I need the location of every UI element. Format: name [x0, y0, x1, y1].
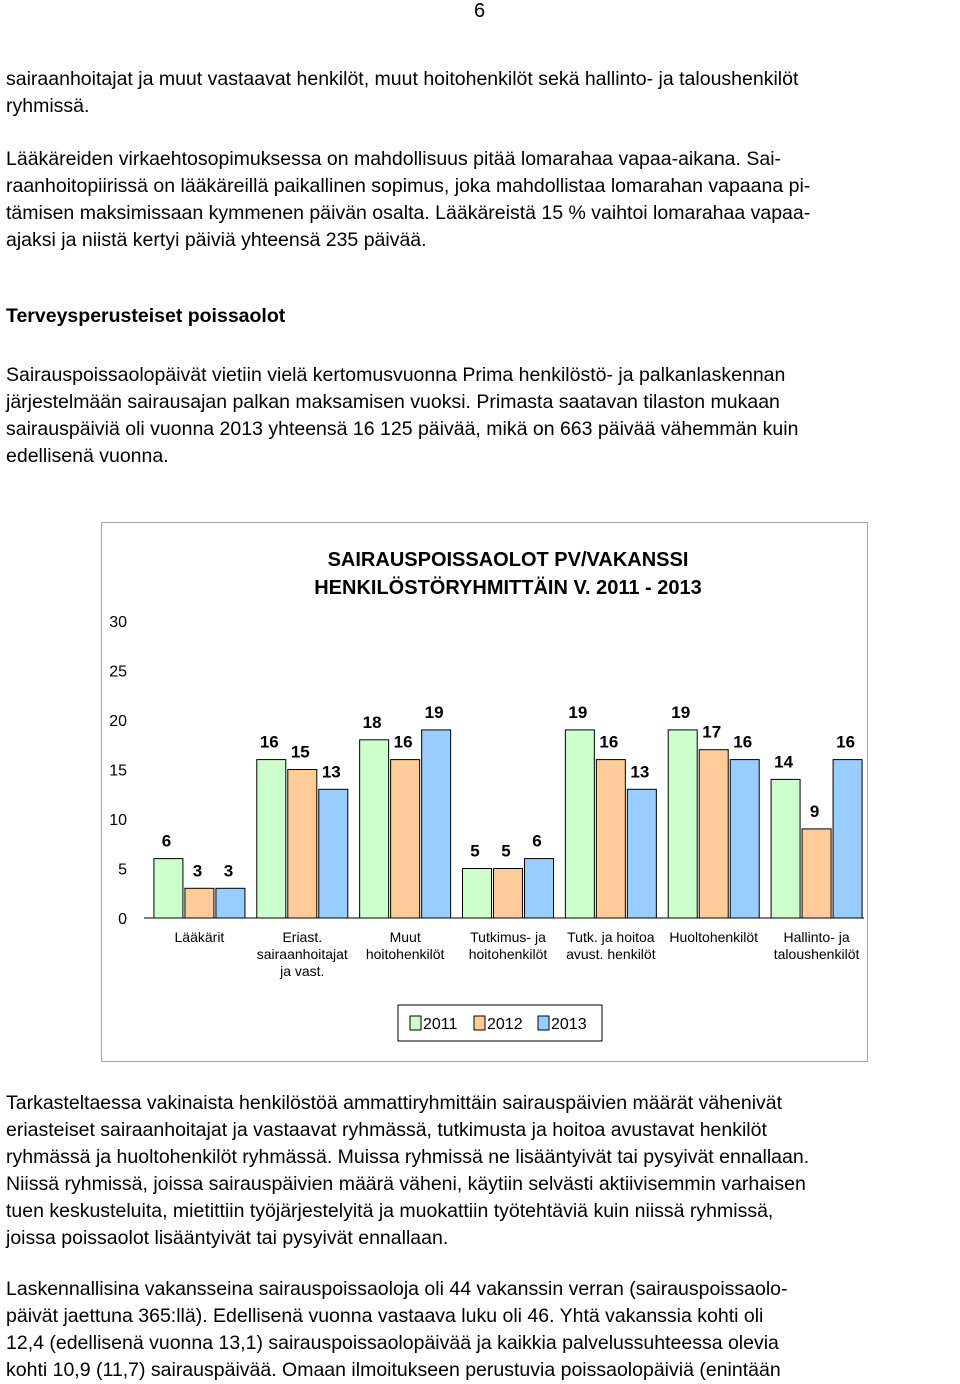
category-label: hoitohenkilöt [365, 946, 445, 962]
bar-2013 [730, 760, 759, 918]
bar-2013 [319, 789, 348, 918]
data-label: 19 [671, 702, 691, 722]
category-label: Tutkimus- ja [470, 929, 546, 945]
bar-2012 [391, 760, 420, 918]
category-label: Tutk. ja hoitoa [567, 929, 655, 945]
category-label: avust. henkilöt [566, 946, 656, 962]
y-tick-label: 30 [109, 614, 127, 631]
paragraph-line: Tarkasteltaessa vakinaista henkilöstöä ammattiryhmittäin sairauspäivien määrät vähenivät [6, 1092, 783, 1114]
category-label: taloushenkilöt [773, 946, 860, 962]
legend-label: 2013 [551, 1016, 587, 1033]
y-tick-label: 0 [118, 911, 127, 928]
data-label: 5 [501, 841, 511, 861]
chart-title-line: SAIRAUSPOISSAOLOT PV/VAKANSSI [327, 549, 689, 571]
data-label: 18 [362, 712, 382, 732]
bar-2012 [288, 770, 317, 919]
data-label: 14 [774, 752, 794, 772]
paragraph-4 [6, 1090, 956, 1252]
paragraph-line: joissa poissaolot lisääntyivät tai pysyivät ennallaan. [6, 1227, 449, 1249]
paragraph-2 [6, 146, 956, 254]
paragraph-3 [6, 362, 956, 470]
paragraph-line: Laskennallisina vakansseina sairauspoissaoloja oli 44 vakanssin verran (sairauspoissaolo- [6, 1278, 788, 1300]
category-label: sairaanhoitajat [256, 946, 348, 962]
data-label: 16 [393, 732, 413, 752]
paragraph-line: ryhmässä ja huoltohenkilöt ryhmässä. Muissa ryhmissä ne lisääntyivät tai pysyivät ennallaan. [6, 1146, 810, 1168]
paragraph-5 [6, 1276, 956, 1384]
legend-label: 2011 [423, 1016, 458, 1033]
bar-2012 [185, 888, 214, 918]
legend-label: 2012 [487, 1016, 523, 1033]
legend-swatch-2013 [538, 1016, 549, 1030]
paragraph-line: ajaksi ja niistä kertyi päiviä yhteensä 235 päivää. [6, 229, 427, 251]
bar-2012 [802, 829, 831, 918]
data-label: 3 [223, 861, 234, 881]
data-label: 16 [259, 732, 279, 752]
category-label: Muut [389, 929, 421, 945]
category-label: Huoltohenkilöt [669, 929, 759, 945]
data-label: 19 [424, 702, 444, 722]
chart-canvas [102, 523, 869, 1063]
bar-2011 [771, 779, 800, 918]
data-label: 6 [532, 831, 542, 851]
paragraph-line: sairauspäiviä oli vuonna 2013 yhteensä 16 125 päivää, mikä on 663 päivää vähemmän kuin [6, 418, 799, 440]
paragraph-line: ryhmissä. [6, 95, 90, 117]
page-number: 6 [474, 0, 486, 22]
y-tick-label: 25 [109, 663, 127, 681]
paragraph-line: tämisen maksimissaan kymmenen päivän osalta. Lääkäreistä 15 % vaihtoi lomarahaa vapaa- [6, 202, 811, 224]
paragraph-line: järjestelmään sairausajan palkan maksamisen vuoksi. Primasta saatavan tilaston mukaan [6, 391, 780, 413]
data-label: 15 [290, 742, 310, 762]
bar-2013 [525, 859, 554, 918]
bar-2012 [494, 869, 523, 919]
paragraph-line: päivät jaettuna 365:llä). Edellisenä vuonna vastaava luku oli 46. Yhtä vakanssia kohti oli [6, 1305, 764, 1327]
paragraph-line: kohti 10,9 (11,7) sairauspäivää. Omaan ilmoitukseen perustuvia poissaolopäiviä (enintään [6, 1359, 781, 1381]
bar-2011 [257, 760, 286, 918]
bar-2011 [463, 869, 492, 919]
sick-leave-chart [101, 522, 868, 1062]
section-heading: Terveysperusteiset poissaolot [6, 305, 286, 327]
bar-2013 [833, 760, 862, 918]
paragraph-line: eriasteiset sairaanhoitajat ja vastaavat ryhmässä, tutkimusta ja hoitoa avustavat henkilöt [6, 1119, 767, 1141]
data-label: 19 [568, 702, 588, 722]
paragraph-line: sairaanhoitajat ja muut vastaavat henkilöt, muut hoitohenkilöt sekä hallinto- ja taloushenkilöt [6, 68, 799, 90]
category-label: Hallinto- ja [783, 929, 850, 945]
paragraph-line: Niissä ryhmissä, joissa sairauspäivien määrä väheni, käytiin selvästi aktiivisemmin varhaisen [6, 1173, 806, 1195]
category-label: Lääkärit [174, 929, 225, 945]
legend-swatch-2011 [410, 1016, 421, 1030]
bar-2012 [596, 760, 625, 918]
paragraph-line: edellisenä vuonna. [6, 445, 169, 467]
y-tick-label: 5 [118, 861, 127, 879]
paragraph-line: tuen keskusteluita, mietittiin työjärjestelyitä ja muokattiin työtehtäviä kuin niissä ryhmissä, [6, 1200, 774, 1222]
bar-2011 [154, 859, 183, 918]
y-tick-label: 20 [109, 713, 127, 730]
y-tick-label: 10 [109, 812, 127, 829]
bar-2011 [360, 740, 389, 918]
y-tick-label: 15 [109, 762, 127, 780]
data-label: 9 [809, 801, 820, 821]
data-label: 3 [192, 861, 203, 881]
bar-2013 [422, 730, 451, 918]
data-label: 5 [470, 841, 480, 861]
paragraph-line: raanhoitopiirissä on lääkäreillä paikallinen sopimus, joka mahdollistaa lomarahan vapaana pi- [6, 175, 811, 197]
bar-2013 [216, 888, 245, 918]
bar-2011 [668, 730, 697, 918]
paragraph-line: Sairauspoissaolopäivät vietiin vielä kertomusvuonna Prima henkilöstö- ja palkanlaskennan [6, 364, 786, 386]
data-label: 6 [161, 831, 172, 851]
data-label: 13 [321, 762, 341, 782]
paragraph-line: 12,4 (edellisenä vuonna 13,1) sairauspoissaolopäivää ja kaikkia palvelussuhteessa olevia [6, 1332, 779, 1354]
bar-2011 [565, 730, 594, 918]
category-label: hoitohenkilöt [468, 946, 548, 962]
category-label: ja vast. [280, 963, 325, 979]
legend-swatch-2012 [474, 1016, 485, 1030]
paragraph-line: Lääkäreiden virkaehtosopimuksessa on mahdollisuus pitää lomarahaa vapaa-aikana. Sai- [6, 148, 782, 170]
chart-title-line: HENKILÖSTÖRYHMITTÄIN V. 2011 - 2013 [314, 577, 702, 599]
data-label: 16 [836, 732, 856, 752]
bar-2012 [699, 750, 728, 918]
category-label: Eriast. [282, 929, 323, 945]
paragraph-1 [6, 66, 956, 120]
data-label: 16 [733, 732, 753, 752]
data-label: 13 [630, 762, 650, 782]
data-label: 16 [599, 732, 619, 752]
data-label: 17 [702, 722, 722, 742]
bar-2013 [627, 789, 656, 918]
